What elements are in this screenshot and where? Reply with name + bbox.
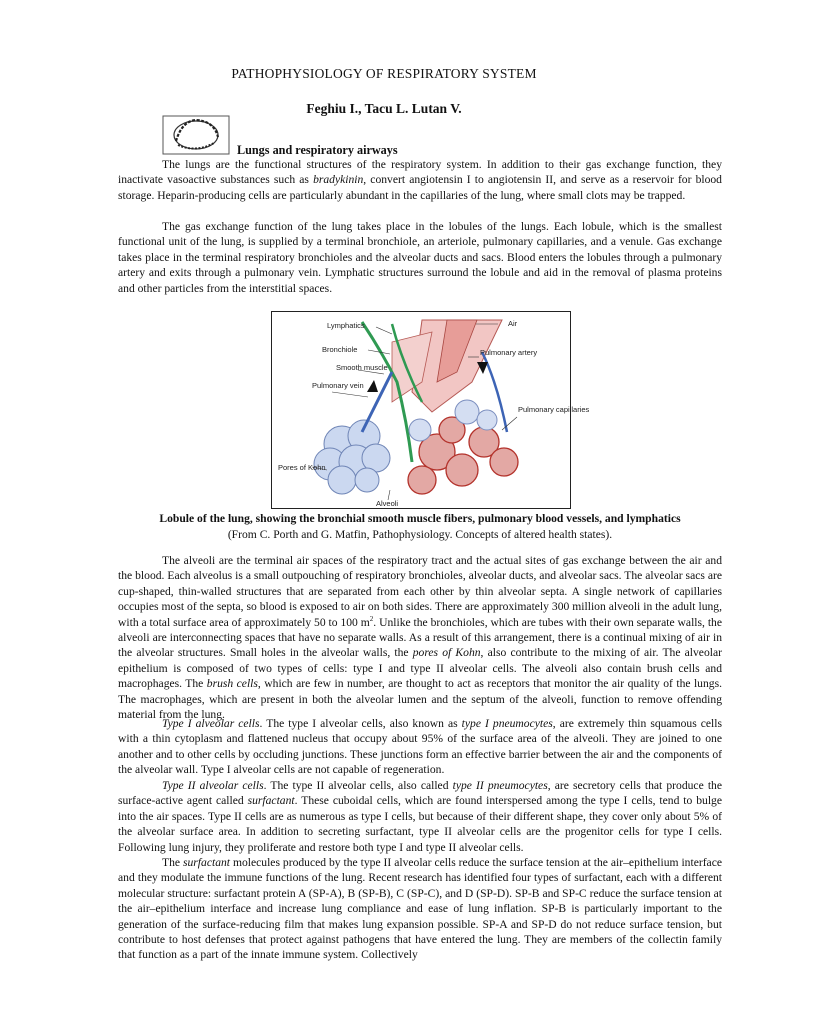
p5-text-d: , are secretory cells that produce the surface-active agent called bbox=[118, 779, 722, 808]
figure-source: (From C. Porth and G. Matfin, Pathophysiology. Concepts of altered health states). bbox=[227, 528, 613, 541]
paragraph-type-i-cells bbox=[118, 716, 722, 778]
things-to-remember-stamp-icon bbox=[162, 115, 230, 155]
p5-heading: Type II alveolar cells bbox=[162, 779, 264, 792]
p3-sup: 2 bbox=[369, 614, 374, 623]
label-air: Air bbox=[508, 319, 518, 328]
p3-text-pores-of-kohn: pores of Kohn bbox=[412, 646, 481, 660]
figure-caption: Lobule of the lung, showing the bronchial smooth muscle fibers, pulmonary blood vessels, and lymphatics bbox=[159, 512, 681, 525]
label-pulmonary-artery: Pulmonary artery bbox=[480, 348, 538, 357]
p3-text-d: , also contribute to the mixing of air. The alveolar epithelium is composed of two types of cells: type I and type II alveolar cells. The alveoli also contain brush cells and macrophages. The bbox=[118, 646, 722, 691]
p1-text-c: , convert angiotensin I to angiotensin II, and serve as a reservoir for blood storage. Heparin-producing cells are particularly abundant in the capillaries of the lung, where small clots may be trapped. bbox=[118, 173, 722, 202]
p6-text-c: molecules produced by the type II alveolar cells reduce the surface tension at the air–epithelium interface and they modulate the immune functions of the lung. Recent research has identified four types of surfactant, each with a different molecular structure: surfactant protein A (SP-A), B (SP-B), C (SP-C), and D (SP-D). SP-B and SP-C reduce the surface tension at the air–epithelium interface and increase lung compliance and ease of lung inflation. SP-B is particularly important to the generation of the surface-reducing film that makes lung expansion possible. SP-A and SP-D do not reduce surface tension, but contribute to host defenses that protect against pathogens that have entered the lung. They are members of the collectin family that function as a part of the innate immune system. Collectively bbox=[118, 856, 722, 962]
paragraph-lobule-gas-exchange bbox=[118, 219, 722, 296]
p3-text-b: . Unlike the bronchioles, which are tubes with their own separate walls, the alveoli are interconnecting spaces that have no separate walls. As a result of this arrangement, there is a continual mixing of air in the alveolar structures. Small holes in the alveolar walls, the bbox=[118, 615, 722, 660]
p3-text-f: , which are few in number, are thought to act as receptors that monitor the air quality of the lungs. The macrophages, which are present in both the alveolar lumen and the septum of the alveoli, function to remove offending material from the lung. bbox=[118, 677, 722, 722]
p4-text-d: , are extremely thin squamous cells with a thin cytoplasm and flattened nucleus that occupy about 95% of the surface area of the alveoli. They are joined to one another and to other cells by occluding junctions. These junctions form an effective barrier between the air and the components of the alveolar wall. Type I alveolar cells are not capable of regeneration. bbox=[118, 717, 722, 777]
p5-text-surfactant: surfactant bbox=[247, 794, 295, 808]
p5-text-f: . These cuboidal cells, which are found interspersed among the type I cells, tend to bulge into the air spaces. Type II cells are as numerous as type I cells, but because of their different shape, they cover only about 5% of the alveolar surface area. In addition to secreting surfactant, type II alveolar cells are the progenitor cells for type I cells. Following lung injury, they proliferate and restore both type I and type II alveolar cells. bbox=[118, 794, 723, 854]
p2-text: The gas exchange function of the lung takes place in the lobules of the lungs. Each lobule, which is the smallest functional unit of the lung, is supplied by a terminal bronchiole, an arteriole, pulmonary capillaries, and a venule. Gas exchange takes place in the terminal respiratory bronchioles and the alveolar ducts and sacs. Blood enters the lobules through a pulmonary artery and exits through a pulmonary vein. Lymphatic structures surround the lobule and aid in the removal of plasma proteins and other particles from the interstitial spaces. bbox=[118, 220, 722, 295]
label-pulmonary-vein: Pulmonary vein bbox=[312, 381, 364, 390]
label-pores-of-kohn: Pores of Kohn bbox=[278, 463, 326, 472]
p1-text-bradykinin: bradykinin bbox=[313, 173, 364, 187]
paragraph-lungs-function bbox=[118, 157, 722, 203]
p4-heading: Type I alveolar cells bbox=[162, 717, 260, 730]
section-heading: Lungs and respiratory airways bbox=[237, 143, 398, 157]
p5-text-pneumocytes: type II pneumocytes bbox=[452, 779, 548, 792]
p5-text-b: . The type II alveolar cells, also called bbox=[263, 779, 453, 792]
p6-text-a: The bbox=[162, 856, 183, 869]
page-title: PATHOPHYSIOLOGY OF RESPIRATORY SYSTEM bbox=[231, 66, 537, 81]
label-pulmonary-capillaries: Pulmonary capillaries bbox=[518, 405, 590, 414]
label-alveoli: Alveoli bbox=[376, 499, 399, 508]
p4-text-b: . The type I alveolar cells, also known as bbox=[259, 717, 462, 730]
lobule-illustration bbox=[272, 312, 590, 508]
label-lymphatics: Lymphatics bbox=[327, 321, 365, 330]
label-smooth-muscle: Smooth muscle bbox=[336, 363, 388, 372]
paragraph-surfactant bbox=[118, 855, 722, 963]
p3-text-a: The alveoli are the terminal air spaces of the respiratory tract and the actual sites of gas exchange between the air and the blood. Each alveolus is a small outpouching of respiratory bronchioles, alveolar ducts, and alveolar sacs. The alveolar sacs are cup-shaped, thin-walled structures that are separated from each other by thin alveolar septa. A single network of capillaries occupies most of the septa, so blood is exposed to air on both sides. There are approximately 300 million alveoli in the adult lung, with a total surface area of approximately 50 to 100 m bbox=[118, 554, 722, 629]
p3-text-brush-cells: brush cells bbox=[206, 677, 258, 691]
p4-text-pneumocytes: type I pneumocytes bbox=[461, 717, 553, 730]
lobule-figure bbox=[271, 311, 590, 509]
authors: Feghiu I., Tacu L. Lutan V. bbox=[306, 101, 462, 116]
paragraph-alveoli bbox=[118, 553, 722, 722]
p6-text-surfactant: surfactant bbox=[182, 856, 231, 869]
p1-text-a: The lungs are the functional structures of the respiratory system. In addition to their gas exchange function, they inactivate vasoactive substances such as bbox=[118, 158, 722, 187]
label-bronchiole: Bronchiole bbox=[322, 345, 358, 354]
paragraph-type-ii-cells bbox=[118, 778, 722, 855]
